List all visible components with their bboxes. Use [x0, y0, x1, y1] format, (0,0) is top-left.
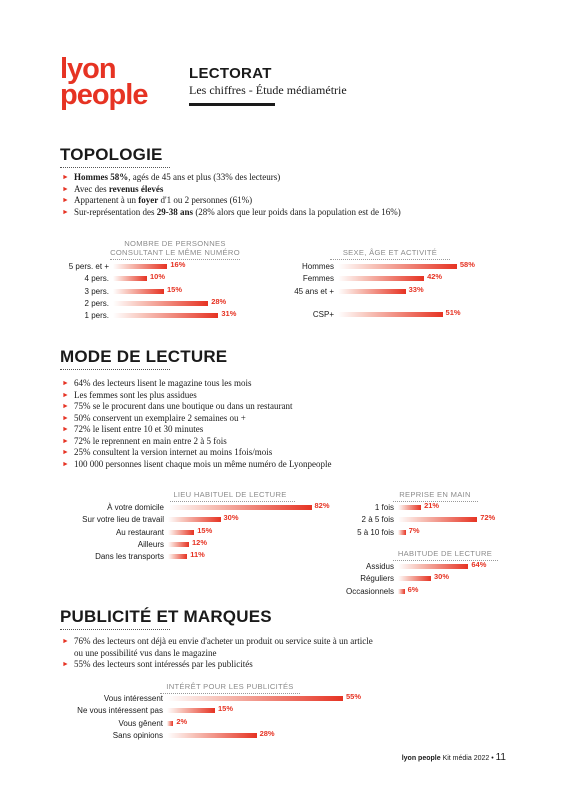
- section-rule: [60, 629, 170, 630]
- chart-row-label: CSP+: [312, 310, 334, 319]
- chart-row-label: 1 pers.: [84, 311, 109, 321]
- list-item: ► Appartenent à un foyer d'1 ou 2 personnes (61%): [62, 195, 401, 207]
- section-rule: [60, 167, 170, 168]
- chart-bar: [398, 576, 431, 581]
- mode-bullets: [62, 378, 331, 470]
- list-item: ► 72% le reprennent en main entre 2 à 5 fois: [62, 436, 331, 448]
- chart-title-rule: [160, 693, 300, 694]
- chart-bar: [113, 289, 164, 294]
- chart-value-label: 15%: [167, 284, 183, 294]
- chart-row-label: Assidus: [365, 562, 394, 571]
- chart-value-label: 28%: [259, 728, 275, 738]
- chart-value-label: 72%: [480, 513, 496, 523]
- list-item: ► 64% des lecteurs lisent le magazine tous les mois: [62, 378, 331, 390]
- chart-row-label: 5 pers. et +: [68, 262, 109, 271]
- chart-bar: [338, 264, 457, 269]
- chart-row-label: 1 fois: [374, 503, 394, 512]
- chart-bar: [338, 276, 424, 281]
- chart-row-label: Occasionnels: [345, 586, 394, 596]
- chart-title-lieu: LIEU HABITUEL DE LECTURE: [173, 490, 287, 499]
- chart-value-label: 30%: [434, 572, 450, 582]
- logo-line-2: people: [60, 79, 148, 111]
- list-item: ► 100 000 personnes lisent chaque mois un même numéro de Lyonpeople: [62, 459, 331, 471]
- chart-value-label: 55%: [346, 692, 362, 701]
- section-title-publicite: PUBLICITÉ ET MARQUES: [60, 607, 272, 626]
- chart-title-line: CONSULTANT LE MÊME NUMÉRO: [110, 248, 240, 257]
- list-item: ► Avec des revenus élevés: [62, 184, 401, 196]
- page-title: LECTORAT: [189, 65, 272, 82]
- chart-value-label: 12%: [192, 537, 208, 547]
- chart-value-label: 2%: [176, 716, 188, 726]
- chart-bar: [168, 505, 312, 510]
- chart-bar: [167, 733, 257, 738]
- page-number: 11: [495, 752, 506, 763]
- chart-bar: [398, 530, 406, 535]
- chart-title-rule: [170, 501, 295, 502]
- chart-bar: [113, 313, 218, 318]
- chart-row-label: Sur votre lieu de travail: [82, 515, 164, 525]
- chart-value-label: 6%: [407, 584, 419, 594]
- chart-row-label: Au restaurant: [115, 527, 164, 537]
- topologie-bullets: [62, 172, 401, 218]
- chart-row-label: À votre domicile: [107, 503, 164, 512]
- footer-brand: lyon people: [401, 755, 441, 762]
- chart-row-label: 2 à 5 fois: [361, 515, 394, 525]
- chart-bar: [167, 721, 173, 726]
- page-subtitle: Les chiffres - Étude médiamétrie: [189, 83, 347, 97]
- list-item: ► 25% consultent la version internet au moins 1fois/mois: [62, 447, 331, 459]
- chart-value-label: 82%: [314, 501, 330, 510]
- chart-bar: [398, 505, 421, 510]
- chart-value-label: 58%: [459, 260, 475, 269]
- chart-title-habitude: HABITUDE DE LECTURE: [397, 549, 493, 558]
- list-item: ► Sur-représentation des 29-38 ans (28% alors que leur poids dans la population est de 16%): [62, 207, 401, 219]
- chart-title-rule: [330, 259, 450, 260]
- section-title-topologie: TOPOLOGIE: [60, 145, 163, 164]
- chart-bar: [113, 276, 147, 281]
- chart-bar: [398, 517, 477, 522]
- chart-bar: [398, 589, 405, 594]
- list-item: ► Hommes 58%, agés de 45 ans et plus (33% des lecteurs): [62, 172, 401, 184]
- chart-value-label: 15%: [218, 704, 234, 714]
- chart-value-label: 42%: [427, 272, 443, 282]
- chart-bar: [167, 696, 343, 701]
- list-item: ► 50% conservent un exemplaire 2 semaines ou +: [62, 413, 331, 425]
- chart-value-label: 51%: [445, 308, 461, 317]
- chart-value-label: 10%: [150, 272, 166, 282]
- chart-bar: [113, 264, 167, 269]
- footer-doc: Kit média 2022 •: [440, 755, 496, 762]
- lyonpeople-logo: [60, 53, 170, 111]
- chart-value-label: 31%: [221, 309, 237, 319]
- chart-row-label: Ailleurs: [137, 539, 164, 549]
- chart-row-label: 3 pers.: [84, 286, 109, 296]
- list-item: ► 55% des lecteurs sont intéressés par les publicités: [62, 659, 373, 671]
- chart-row-label: Ne vous intéressent pas: [77, 706, 163, 716]
- chart-row-label: 5 à 10 fois: [357, 527, 394, 537]
- chart-bar: [398, 564, 468, 569]
- chart-value-label: 28%: [211, 296, 227, 306]
- chart-row-label: Hommes: [301, 262, 334, 271]
- chart-title-interet: INTÉRÊT POUR LES PUBLICITÉS: [166, 682, 294, 691]
- chart-title-nombre-personnes: [100, 239, 250, 257]
- section-title-mode-lecture: MODE DE LECTURE: [60, 347, 228, 366]
- chart-row-label: Vous gênent: [118, 718, 163, 728]
- list-item: ► Les femmes sont les plus assidues: [62, 390, 331, 402]
- chart-row-label: Dans les transports: [95, 552, 164, 562]
- chart-title-reprise: REPRISE EN MAIN: [399, 490, 471, 499]
- chart-value-label: 33%: [408, 284, 424, 294]
- chart-title-line: NOMBRE DE PERSONNES: [124, 239, 226, 248]
- list-item: ► 72% le lisent entre 10 et 30 minutes: [62, 424, 331, 436]
- chart-row-label: 45 ans et +: [294, 286, 334, 296]
- chart-row-label: Sans opinions: [112, 730, 163, 740]
- chart-row-label: 2 pers.: [84, 298, 109, 308]
- page-footer: [402, 752, 506, 763]
- pub-bullets: [62, 636, 373, 671]
- chart-bar: [168, 517, 221, 522]
- chart-value-label: 21%: [424, 501, 440, 510]
- chart-row-label: Vous intéressent: [103, 694, 163, 703]
- chart-bar: [168, 554, 187, 559]
- chart-bar: [338, 312, 443, 317]
- chart-bar: [338, 289, 406, 294]
- chart-value-label: 15%: [197, 525, 213, 535]
- list-item: ► 75% se le procurent dans une boutique ou dans un restaurant: [62, 401, 331, 413]
- chart-bar: [113, 301, 208, 306]
- chart-value-label: 7%: [408, 525, 420, 535]
- chart-value-label: 30%: [223, 513, 239, 523]
- list-item: ► 76% des lecteurs ont déjà eu envie d'acheter un produit ou service suite à un article ou une possibilité vus dans le magazine: [62, 636, 373, 659]
- chart-title-sexe-age: SEXE, ÂGE ET ACTIVITÉ: [342, 248, 438, 257]
- chart-row-label: Femmes: [302, 274, 334, 284]
- title-underline: [189, 103, 275, 106]
- chart-bar: [168, 530, 194, 535]
- chart-value-label: 16%: [170, 260, 186, 269]
- chart-value-label: 11%: [190, 550, 205, 560]
- chart-row-label: Réguliers: [360, 574, 394, 584]
- chart-value-label: 64%: [471, 560, 487, 569]
- chart-row-label: 4 pers.: [84, 274, 109, 284]
- logo-line-1: lyon: [60, 53, 116, 85]
- chart-bar: [168, 542, 189, 547]
- chart-bar: [167, 708, 215, 713]
- section-rule: [60, 369, 170, 370]
